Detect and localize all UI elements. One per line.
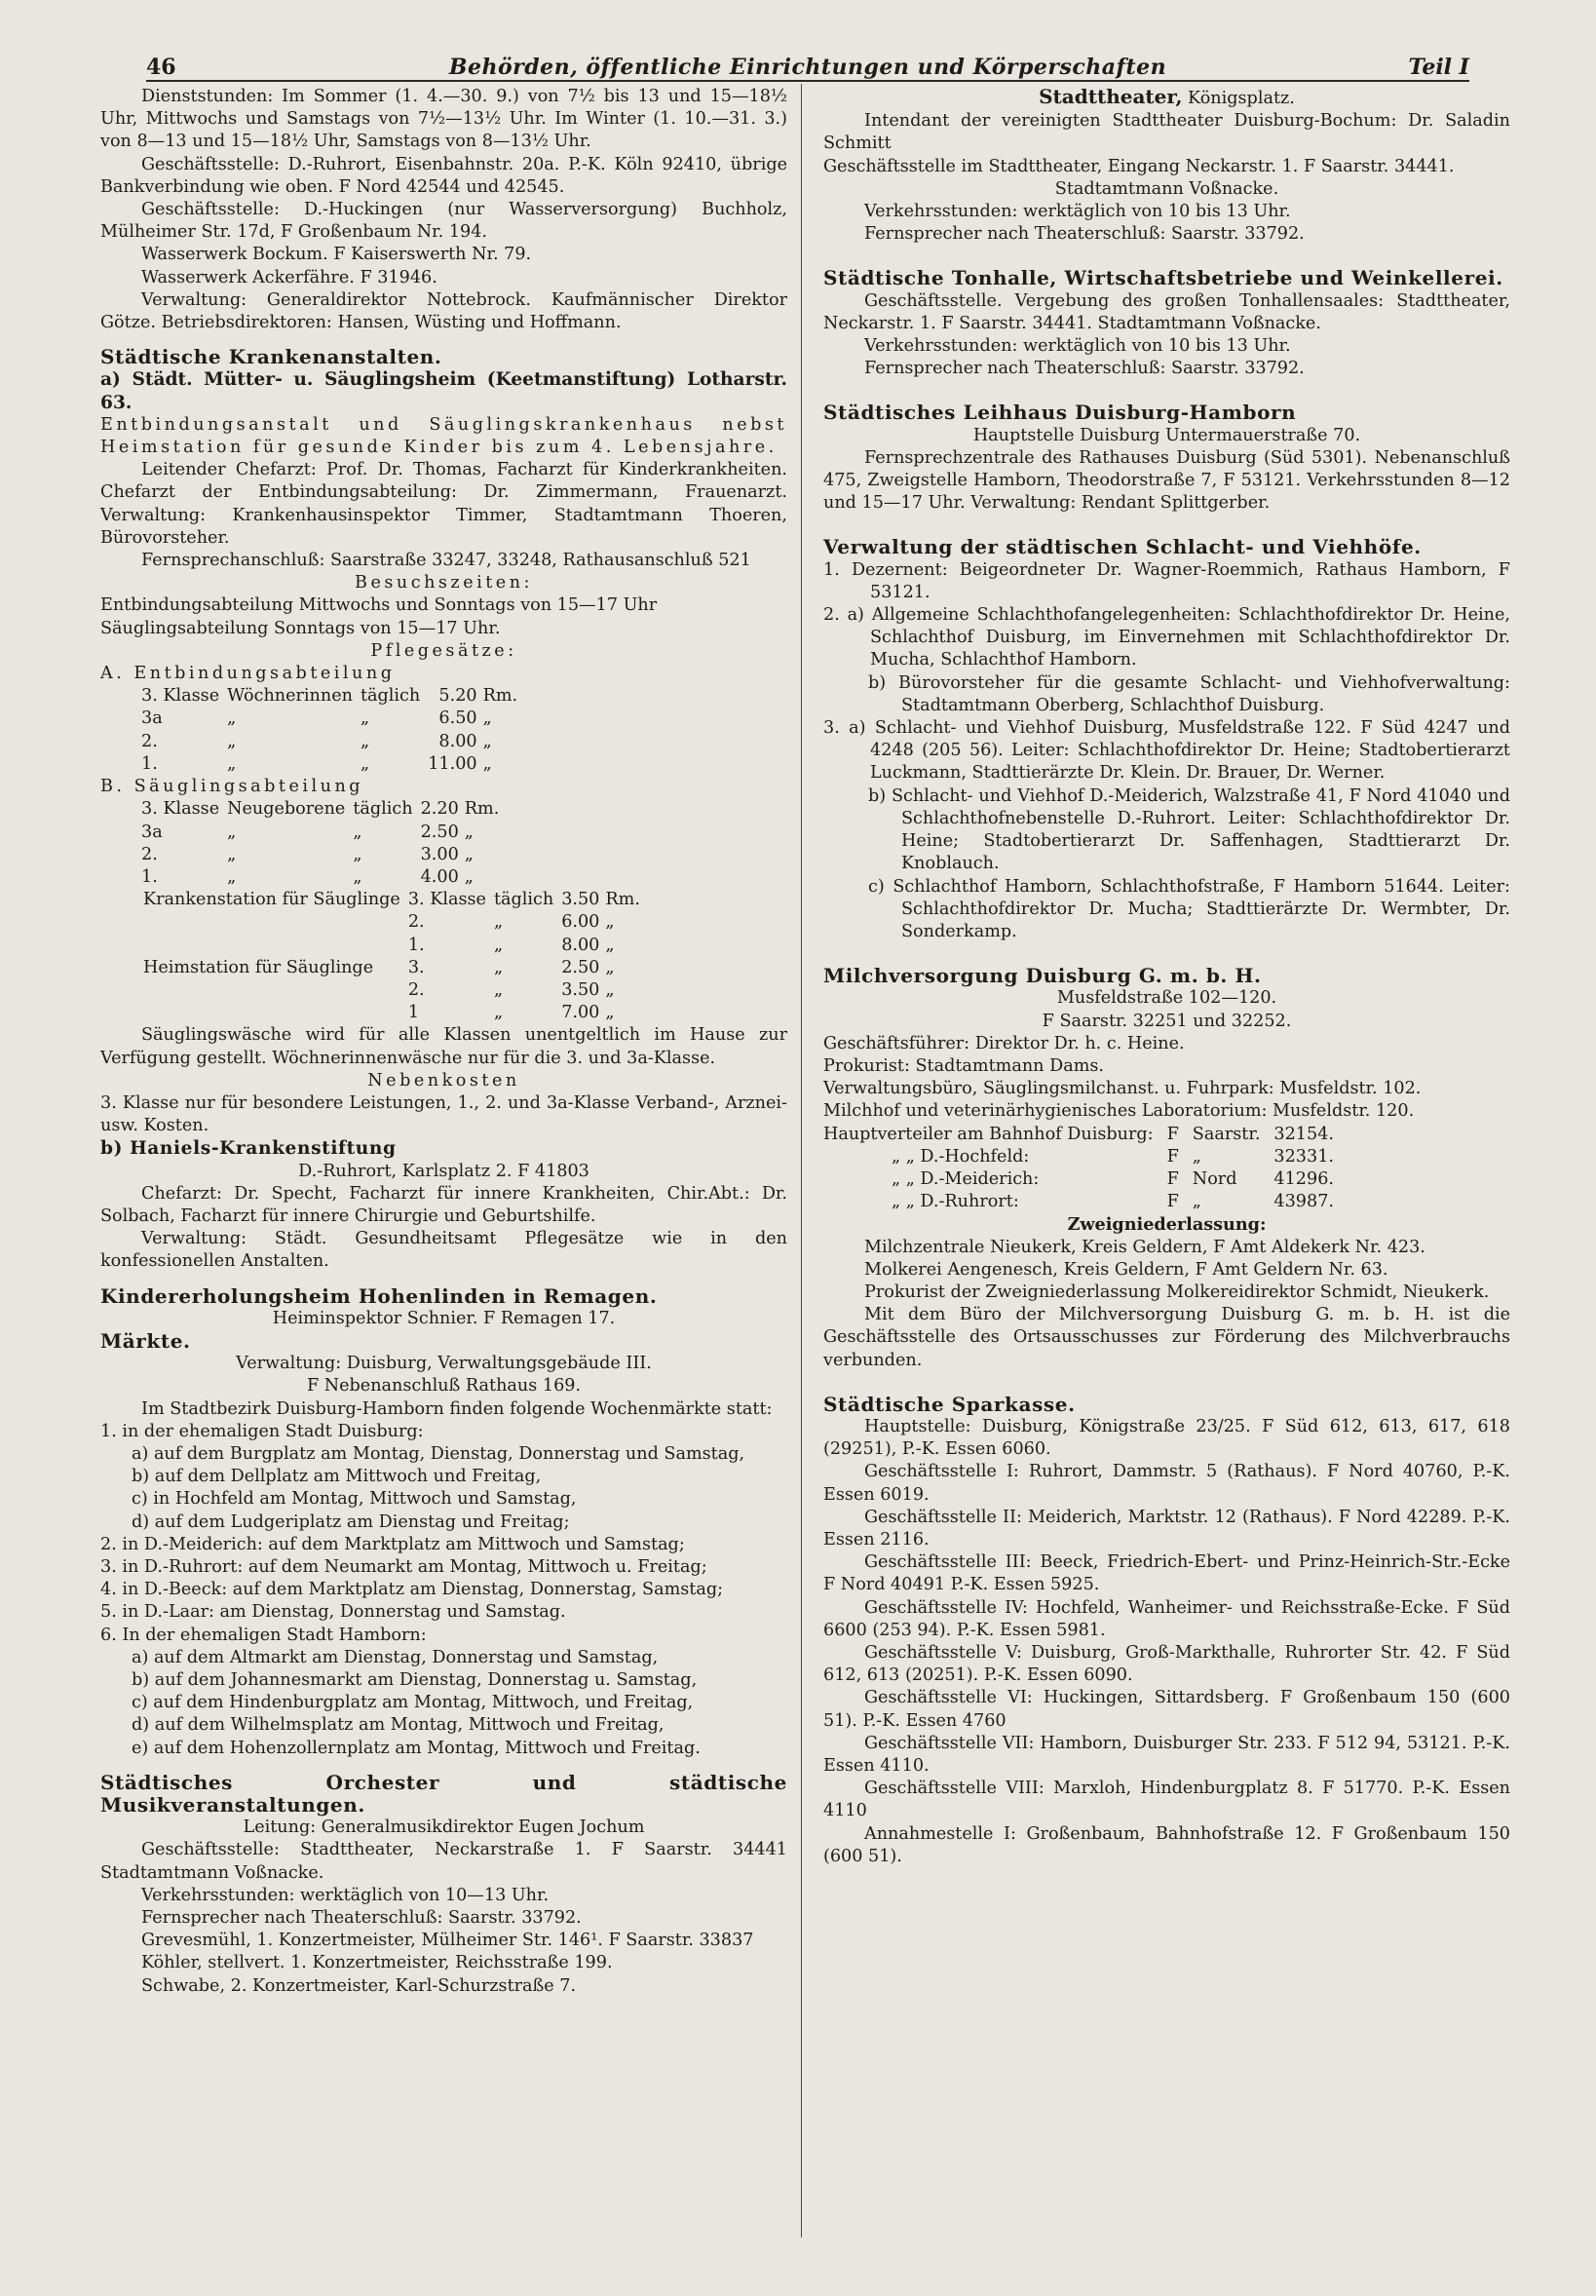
table-cell: Nord [1192, 1168, 1237, 1189]
list-item: b) Bürovorsteher für die gesamte Schlacht- und Viehhofverwaltung: Stadtamtmann Oberberg, Schlachthof Duisburg. [868, 672, 1510, 715]
table-cell: 7.00 [561, 1003, 600, 1023]
paragraph: Hauptstelle Duisburg Untermauerstraße 70. [972, 425, 1361, 445]
list-item: 2. in D.-Meiderich: auf dem Marktplatz am Mittwoch und Samstag; [100, 1534, 685, 1554]
left-column [100, 86, 787, 1998]
running-title: Behörden, öffentliche Einrichtungen und Körperschaften [448, 55, 1167, 80]
table-cell: „ [360, 753, 370, 774]
paragraph: Verkehrsstunden: werktäglich von 10—13 Uhr. [141, 1885, 550, 1905]
table-cell: täglich [493, 890, 554, 910]
paragraph: Verwaltungsbüro, Säuglingsmilchanst. u. Fuhrpark: Musfeldstr. 102. [823, 1079, 1422, 1099]
paragraph: Intendant der vereinigten Stadttheater Duisburg-Bochum: Dr. Saladin Schmitt [823, 111, 1510, 154]
table-cell: „ [493, 957, 504, 977]
list-item: Hauptstelle: Duisburg, Königstraße 23/25. F Süd 612, 613, 617, 618 (29251), P.-K. Essen 6060. [823, 1416, 1510, 1460]
table-cell: „ [482, 708, 492, 729]
table-cell: „ [353, 822, 362, 842]
table-cell: „ [493, 979, 504, 1000]
table-cell: 3a [141, 822, 163, 842]
table-row [823, 1124, 1348, 1146]
table-cell: „ [353, 844, 362, 864]
table-cell: 2. [407, 912, 425, 933]
paragraph: Schwabe, 2. Konzertmeister, Karl-Schurzstraße 7. [141, 1975, 577, 1996]
table-cell: „ [227, 708, 237, 729]
distributor-table [823, 1124, 1348, 1214]
list-item: 5. in D.-Laar: am Dienstag, Donnerstag und Samstag. [100, 1602, 566, 1623]
subheading-zweigniederlassung: Zweigniederlassung: [1067, 1214, 1267, 1236]
section-heading-krankenanstalten: Städtische Krankenanstalten. [100, 345, 442, 369]
list-item: 2. a) Allgemeine Schlachthofangelegenheiten: Schlachthofdirektor Dr. Heine, Schlachthof Duisburg, im Einvernehmen mit Schlachthofdirektor Dr. Mucha, Schlachthof Hamborn. [823, 605, 1510, 670]
list-item: 4. in D.-Beeck: auf dem Marktplatz am Dienstag, Donnerstag, Samstag; [100, 1580, 724, 1600]
list-item: Geschäftsstelle III: Beeck, Friedrich-Ebert- und Prinz-Heinrich-Str.-Ecke F Nord 40491 P.-K. Essen 5925. [823, 1552, 1510, 1595]
paragraph: Geschäftsstelle: D.-Huckingen (nur Wasserversorgung) Buchholz, Mülheimer Str. 17d, F Großenbaum Nr. 194. [100, 200, 787, 243]
table-cell: „ [1192, 1146, 1201, 1167]
page-header [146, 43, 1469, 82]
table-cell: „ [1192, 1192, 1201, 1212]
paragraph: Verwaltung: Duisburg, Verwaltungsgebäude III. [236, 1354, 652, 1374]
table-cell: 3. Klasse [141, 686, 220, 707]
table-cell: Krankenstation für Säuglinge [143, 890, 400, 910]
table-cell: 2.50 [561, 957, 600, 977]
list-item: b) auf dem Dellplatz am Mittwoch und Freitag, [132, 1467, 542, 1487]
paragraph: Verkehrsstunden: werktäglich von 10 bis 13 Uhr. [864, 202, 1291, 222]
section-heading-schlachthoefe: Verwaltung der städtischen Schlacht- und Viehhöfe. [823, 535, 1422, 559]
table-cell: „ [360, 731, 370, 751]
table-cell: Neugeborene [227, 799, 346, 820]
table-row [143, 957, 648, 979]
table-row [143, 911, 648, 934]
table-cell: 1. [141, 753, 158, 774]
table-cell: 1. [407, 935, 425, 955]
section-heading-sparkasse: Städtische Sparkasse. [823, 1392, 1076, 1416]
table-cell: Rm. [605, 890, 640, 910]
table-cell: 3.00 [420, 844, 459, 864]
paragraph: F Saarstr. 32251 und 32252. [1042, 1011, 1292, 1031]
table-row [143, 889, 648, 911]
table-row [141, 844, 507, 866]
table-cell: 3.50 [561, 979, 600, 1000]
list-item: Geschäftsstelle VIII: Marxloh, Hindenburgplatz 8. F 51770. P.-K. Essen 4110 [823, 1779, 1510, 1821]
list-item: a) auf dem Burgplatz am Montag, Dienstag, Donnerstag und Samstag, [132, 1443, 745, 1464]
paragraph: Molkerei Aengenesch, Kreis Geldern, F Amt Geldern Nr. 63. [864, 1259, 1388, 1280]
section-heading-milchversorgung: Milchversorgung Duisburg G. m. b. H. [823, 964, 1262, 988]
list-item: Geschäftsstelle IV: Hochfeld, Wanheimer- und Reichsstraße-Ecke. F Süd 6600 (253 94). P.-K. Essen 5981. [823, 1597, 1510, 1640]
rate-table-saeuglinge [141, 798, 507, 889]
table-cell: F [1166, 1146, 1179, 1167]
page-number: 46 [146, 55, 176, 80]
table-cell: 3. Klasse [141, 799, 220, 820]
table-cell: F [1166, 1192, 1179, 1212]
paragraph: Verwaltung: Städt. Gesundheitsamt Pflegesätze wie in den konfessionellen Anstalten. [100, 1229, 787, 1272]
paragraph: Prokurist der Zweigniederlassung Molkereidirektor Schmidt, Nieukerk. [864, 1282, 1490, 1302]
table-cell: „ [605, 957, 615, 977]
right-column [823, 86, 1510, 1868]
table-row [141, 753, 525, 776]
table-row [143, 979, 648, 1002]
paragraph: Mit dem Büro der Milchversorgung Duisburg G. m. b. H. ist die Geschäftsstelle des Ortsausschusses zur Förderung des Milchverbrauchs verbunden. [823, 1305, 1510, 1370]
paragraph: Milchzentrale Nieukerk, Kreis Geldern, F Amt Aldekerk Nr. 423. [864, 1237, 1425, 1257]
table-cell: 5.20 [438, 686, 477, 707]
table-cell: 3.50 [561, 890, 600, 910]
subsection-heading: b) Haniels-Krankenstiftung [100, 1138, 397, 1160]
list-item: Geschäftsstelle II: Meiderich, Marktstr. 12 (Rathaus). F Nord 42289. P.-K. Essen 2116. [823, 1507, 1510, 1550]
heading-text: Stadttheater, [1039, 85, 1183, 108]
list-item: c) Schlachthof Hamborn, Schlachthofstraße, F Hamborn 51644. Leiter: Schlachthofdirektor Dr. Mucha; Stadttierärzte Dr. Wermbter, Dr. Sonderkamp. [868, 876, 1510, 941]
table-cell: Rm. [464, 799, 500, 820]
paragraph: Fernsprechzentrale des Rathauses Duisburg (Süd 5301). Nebenanschluß 475, Zweigstelle Hamborn, Theodorstraße 7, F 53121. Verkehrsstunden 8—12 und 15—17 Uhr. Verwaltung: Rendant Splittgerber. [823, 447, 1510, 514]
table-cell: 2. [407, 979, 425, 1000]
table-cell: Heimstation für Säuglinge [143, 957, 374, 977]
table-cell: 6.00 [561, 912, 600, 933]
group-label: A. Entbindungsabteilung [100, 664, 396, 684]
paragraph: Heiminspektor Schnier. F Remagen 17. [272, 1308, 616, 1328]
paragraph: Leitung: Generalmusikdirektor Eugen Jochum [243, 1818, 645, 1838]
table-cell: „ [227, 822, 237, 842]
section-heading-kindererholungsheim: Kindererholungsheim Hohenlinden in Remagen. [100, 1283, 658, 1308]
address: D.-Ruhrort, Karlsplatz 2. F 41803 [298, 1161, 589, 1181]
table-cell: Hauptverteiler am Bahnhof Duisburg: [823, 1124, 1154, 1144]
table-cell: 32331. [1273, 1146, 1334, 1167]
paragraph: Fernsprecher nach Theaterschluß: Saarstr. 33792. [864, 359, 1305, 379]
paragraph: Im Stadtbezirk Duisburg-Hamborn finden folgende Wochenmärkte statt: [141, 1398, 773, 1419]
caption: Nebenkosten [367, 1070, 520, 1091]
section-heading-maerkte: Märkte. [100, 1328, 191, 1353]
table-cell: „ [227, 753, 237, 774]
paragraph: Prokurist: Stadtamtmann Dams. [823, 1055, 1105, 1076]
table-cell: 1 [407, 1003, 420, 1023]
table-cell [143, 911, 408, 934]
table-cell: „ [227, 844, 237, 864]
table-cell: 6.50 [438, 708, 477, 729]
paragraph: Geschäftsführer: Direktor Dr. h. c. Heine. [823, 1033, 1185, 1053]
paragraph: Wasserwerk Ackerfähre. F 31946. [141, 267, 437, 287]
table-cell: F [1166, 1124, 1179, 1144]
table-row [141, 685, 525, 708]
list-item: d) auf dem Ludgeriplatz am Dienstag und Freitag; [132, 1512, 570, 1532]
section-heading-leihhaus: Städtisches Leihhaus Duisburg-Hamborn [823, 401, 1297, 425]
paragraph: Entbindungsanstalt und Säuglingskrankenhaus nebst Heimstation für gesunde Kinder bis zum 4. Lebensjahre. [100, 414, 787, 458]
table-row [141, 822, 507, 844]
list-item: 6. In der ehemaligen Stadt Hamborn: [100, 1625, 427, 1645]
paragraph: Verkehrsstunden: werktäglich von 10 bis 13 Uhr. [864, 336, 1291, 357]
table-cell: „ [605, 979, 615, 1000]
paragraph: Köhler, stellvert. 1. Konzertmeister, Reichsstraße 199. [141, 1953, 613, 1973]
paragraph: Leitender Chefarzt: Prof. Dr. Thomas, Facharzt für Kinderkrankheiten. Chefarzt der Entbindungsabteilung: Dr. Zimmermann, Frauenarzt. Verwaltung: Krankenhausinspektor Timmer, Stadtamtmann Thoeren, Bürovorsteher. [100, 460, 787, 548]
table-cell: täglich [353, 799, 413, 820]
list-item: c) auf dem Hindenburgplatz am Montag, Mittwoch, und Freitag, [132, 1693, 694, 1713]
paragraph: Geschäftsstelle im Stadttheater, Eingang Neckarstr. 1. F Saarstr. 34441. [823, 156, 1455, 176]
list-item: d) auf dem Wilhelmsplatz am Montag, Mittwoch und Freitag, [132, 1715, 665, 1736]
table-cell: „ „ D.-Hochfeld: [892, 1146, 1030, 1167]
paragraph: Entbindungsabteilung Mittwochs und Sonntags von 15—17 Uhr [100, 595, 658, 616]
table-cell: „ [360, 708, 370, 729]
caption: Besuchszeiten: [355, 573, 533, 593]
table-cell [143, 1002, 408, 1024]
list-item: Geschäftsstelle V: Duisburg, Groß-Markthalle, Ruhrorter Str. 42. F Süd 612, 613 (20251). P.-K. Essen 6090. [823, 1643, 1510, 1686]
table-cell: „ [605, 935, 615, 955]
list-item: 1. in der ehemaligen Stadt Duisburg: [100, 1421, 424, 1441]
rate-table-entbindung [141, 685, 525, 776]
table-cell: 3. [407, 957, 425, 977]
paragraph: Fernsprecher nach Theaterschluß: Saarstr. 33792. [864, 224, 1305, 245]
table-cell [143, 979, 408, 1002]
table-cell: „ [227, 866, 237, 887]
caption: Pflegesätze: [370, 640, 517, 661]
table-cell: Saarstr. [1192, 1124, 1261, 1144]
paragraph: 3. Klasse nur für besondere Leistungen, 1., 2. und 3a-Klasse Verband-, Arznei- usw. Kosten. [100, 1092, 787, 1136]
paragraph: Geschäftsstelle: D.-Ruhrort, Eisenbahnstr. 20a. P.-K. Köln 92410, übrige Bankverbindung wie oben. F Nord 42544 und 42545. [100, 154, 787, 197]
subsection-heading: a) Städt. Mütter- u. Säuglingsheim (Keetmanstiftung) Lotharstr. 63. [100, 369, 787, 413]
table-row [823, 1168, 1348, 1191]
list-item: a) auf dem Altmarkt am Dienstag, Donnerstag und Samstag, [132, 1647, 659, 1667]
table-cell: 1. [141, 866, 158, 887]
table-cell: täglich [360, 686, 421, 707]
paragraph: Stadtamtmann Voßnacke. [1054, 178, 1279, 199]
table-cell: F [1166, 1168, 1179, 1189]
table-cell: 2.20 [420, 799, 459, 820]
list-item: b) Schlacht- und Viehhof D.-Meiderich, Walzstraße 41, F Nord 41040 und Schlachthofnebenstelle D.-Ruhrort. Leiter: Schlachthofdirektor Dr. Heine; Stadtobertierarzt Dr. Saffenhagen, Stadttierarzt Dr. Knoblauch. [868, 785, 1510, 874]
part-label: Teil I [1408, 55, 1469, 80]
list-item: Geschäftsstelle I: Ruhrort, Dammstr. 5 (Rathaus). F Nord 40760, P.-K. Essen 6019. [823, 1462, 1510, 1505]
table-row [823, 1146, 1348, 1168]
table-row [141, 731, 525, 753]
table-row [143, 935, 648, 957]
list-item: b) auf dem Johannesmarkt am Dienstag, Donnerstag u. Samstag, [132, 1670, 698, 1691]
table-cell: „ [227, 731, 237, 751]
table-cell: „ [464, 822, 474, 842]
table-cell: „ [605, 1003, 615, 1023]
table-cell: „ „ D.-Meiderich: [892, 1168, 1040, 1189]
table-row [823, 1191, 1348, 1213]
paragraph: Milchhof und veterinärhygienisches Laboratorium: Musfeldstr. 120. [823, 1101, 1415, 1122]
table-cell: 11.00 [428, 753, 477, 774]
table-cell: 32154. [1273, 1124, 1334, 1144]
paragraph: Fernsprecher nach Theaterschluß: Saarstr. 33792. [141, 1908, 582, 1929]
table-cell: „ [605, 912, 615, 933]
list-item: e) auf dem Hohenzollernplatz am Montag, Mittwoch und Freitag. [132, 1738, 701, 1758]
paragraph: Verwaltung: Generaldirektor Nottebrock. Kaufmännischer Direktor Götze. Betriebsdirektoren: Hansen, Wüsting und Hoffmann. [100, 289, 787, 333]
paragraph: Dienststunden: Im Sommer (1. 4.—30. 9.) von 7½ bis 13 und 15—18½ Uhr, Mittwochs und Samstags von 7½—13½ Uhr. Im Winter (1. 10.—31. 3.) von 8—13 und 15—18½ Uhr, Samstags von 8—13½ Uhr. [100, 87, 787, 152]
paragraph: Chefarzt: Dr. Specht, Facharzt für innere Krankheiten, Chir.Abt.: Dr. Solbach, Facharzt für innere Chirurgie und Geburtshilfe. [100, 1183, 787, 1226]
table-cell: „ [493, 912, 504, 933]
table-cell: „ [464, 866, 474, 887]
table-cell: „ [464, 844, 474, 864]
table-cell: 3a [141, 708, 163, 729]
table-cell: „ [353, 866, 362, 887]
rate-table-stationen [143, 889, 648, 1024]
table-cell: 2.50 [420, 822, 459, 842]
table-cell: 2. [141, 731, 158, 751]
paragraph: Säuglingswäsche wird für alle Klassen unentgeltlich im Hause zur Verfügung gestellt. Wöchnerinnenwäsche nur für die 3. und 3a-Klasse. [100, 1025, 787, 1068]
section-heading-stadttheater [823, 86, 1510, 110]
paragraph: Musfeldstraße 102—120. [1056, 988, 1277, 1009]
list-item: Geschäftsstelle VII: Hamborn, Duisburger Str. 233. F 512 94, 53121. P.-K. Essen 4110. [823, 1733, 1510, 1777]
section-heading-orchester: Städtisches Orchester und städtische Musikveranstaltungen. [100, 1770, 787, 1818]
table-row [141, 798, 507, 821]
paragraph: F Nebenanschluß Rathaus 169. [306, 1376, 582, 1397]
table-cell: 2. [141, 844, 158, 864]
group-label: B. Säuglingsabteilung [100, 777, 364, 797]
table-cell: Rm. [482, 686, 518, 707]
table-cell: „ [482, 731, 492, 751]
table-row [141, 708, 525, 730]
table-cell: 8.00 [438, 731, 477, 751]
list-item: Geschäftsstelle VI: Huckingen, Sittardsberg. F Großenbaum 150 (600 51). P.-K. Essen 4760 [823, 1688, 1510, 1731]
table-cell: „ „ D.-Ruhrort: [892, 1192, 1019, 1212]
paragraph: Wasserwerk Bockum. F Kaiserswerth Nr. 79. [141, 245, 532, 265]
paragraph: Säuglingsabteilung Sonntags von 15—17 Uhr. [100, 618, 501, 638]
list-item: c) in Hochfeld am Montag, Mittwoch und Samstag, [132, 1489, 577, 1510]
table-row [141, 866, 507, 889]
list-item: Annahmestelle I: Großenbaum, Bahnhofstraße 12. F Großenbaum 150 (600 51). [823, 1823, 1510, 1866]
list-item: 1. Dezernent: Beigeordneter Dr. Wagner-Roemmich, Rathaus Hamborn, F 53121. [823, 559, 1510, 602]
paragraph: Geschäftsstelle: Stadttheater, Neckarstraße 1. F Saarstr. 34441 Stadtamtmann Voßnacke. [100, 1840, 787, 1883]
paragraph: Grevesmühl, 1. Konzertmeister, Mülheimer Str. 146¹. F Saarstr. 33837 [141, 1931, 754, 1951]
heading-location: Königsplatz. [1188, 89, 1295, 108]
list-item: 3. in D.-Ruhrort: auf dem Neumarkt am Montag, Mittwoch u. Freitag; [100, 1557, 707, 1577]
table-cell: 8.00 [561, 935, 600, 955]
table-row [143, 1002, 648, 1024]
table-cell: 41296. [1273, 1168, 1334, 1189]
table-cell: „ [493, 1003, 504, 1023]
paragraph: Geschäftsstelle. Vergebung des großen Tonhallensaales: Stadttheater, Neckarstr. 1. F Saarstr. 34441. Stadtamtmann Voßnacke. [823, 290, 1510, 333]
column-divider [801, 84, 802, 2238]
table-cell: 4.00 [420, 866, 459, 887]
table-cell: „ [493, 935, 504, 955]
paragraph: Fernsprechanschluß: Saarstraße 33247, 33248, Rathausanschluß 521 [141, 551, 751, 571]
table-cell [143, 935, 408, 957]
table-cell: Wöchnerinnen [227, 686, 353, 707]
list-item: 3. a) Schlacht- und Viehhof Duisburg, Musfeldstraße 122. F Süd 4247 und 4248 (205 56). Leiter: Schlachthofdirektor Dr. Heine; Stadtobertierarzt Luckmann, Stadttierärzte Dr. Klein. Dr. Brauer, Dr. Werner. [823, 718, 1510, 784]
table-cell: 43987. [1273, 1192, 1334, 1212]
table-cell: 3. Klasse [407, 890, 486, 910]
table-cell: „ [482, 753, 492, 774]
section-heading-tonhalle: Städtische Tonhalle, Wirtschaftsbetriebe und Weinkellerei. [823, 266, 1503, 290]
